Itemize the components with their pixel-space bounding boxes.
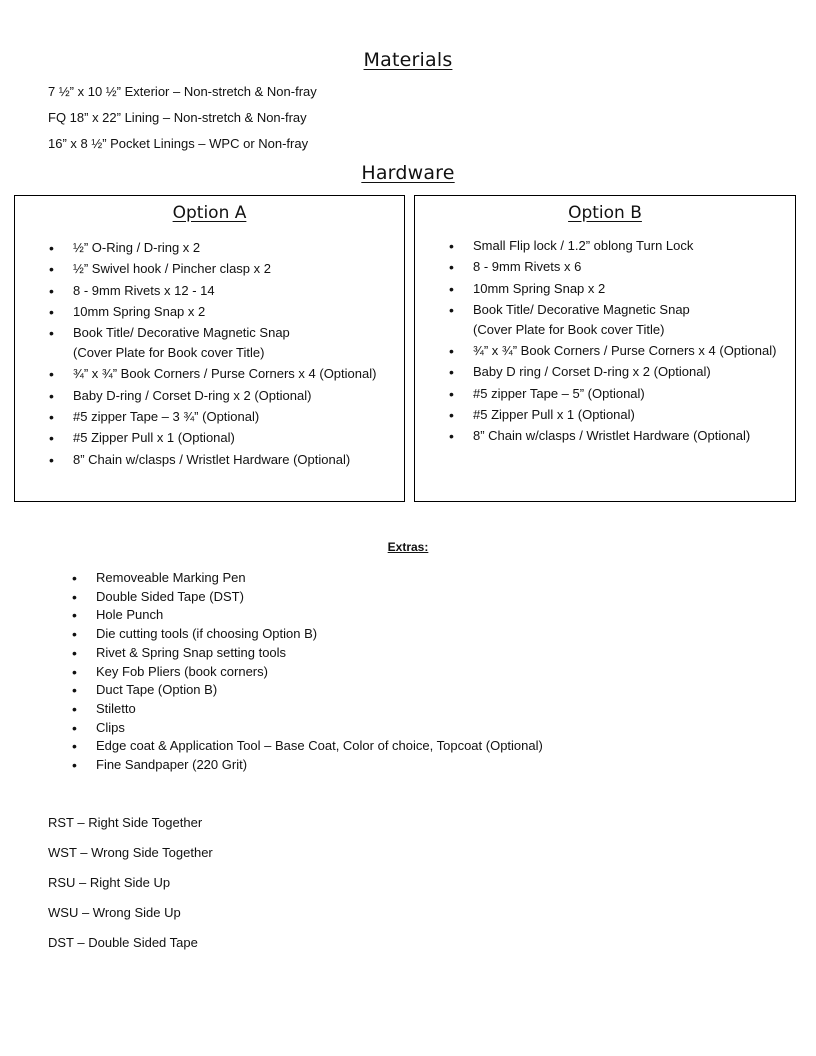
list-item: • Small Flip lock / 1.2” oblong Turn Lock [449,236,776,256]
materials-line: 16” x 8 ½” Pocket Linings – WPC or Non-fray [48,136,309,151]
list-item: • 10mm Spring Snap x 2 [449,279,776,299]
abbreviation-line: WST – Wrong Side Together [48,845,213,860]
list-item: • Key Fob Pliers (book corners) [72,663,543,682]
list-item: • 8” Chain w/clasps / Wristlet Hardware (Optional) [49,450,376,470]
list-item-subtext: (Cover Plate for Book cover Title) [473,321,665,337]
option-a-list [49,238,376,471]
option-a-box [14,195,405,502]
list-item: • Baby D-ring / Corset D-ring x 2 (Optional) [49,386,376,406]
list-item: • Hole Punch [72,606,543,625]
list-item: • #5 zipper Tape – 3 ¾” (Optional) [49,407,376,427]
materials-line: 7 ½” x 10 ½” Exterior – Non-stretch & Non-fray [48,84,317,99]
list-item: • Stiletto [72,700,543,719]
list-item: • Fine Sandpaper (220 Grit) [72,756,543,775]
list-item: • #5 zipper Tape – 5” (Optional) [449,384,776,404]
option-b-box [414,195,796,502]
list-item: • #5 Zipper Pull x 1 (Optional) [449,405,776,425]
option-b-list [449,236,776,448]
list-item: • ½” Swivel hook / Pincher clasp x 2 [49,259,376,279]
list-item: • ¾” x ¾” Book Corners / Purse Corners x 4 (Optional) [49,364,376,384]
list-item: • Book Title/ Decorative Magnetic Snap (Cover Plate for Book cover Title) [49,323,376,363]
list-item: • 8 - 9mm Rivets x 6 [449,257,776,277]
option-a-title: Option A [172,203,247,223]
list-item: • 10mm Spring Snap x 2 [49,302,376,322]
option-b-title: Option B [568,203,642,223]
list-item: • 8 - 9mm Rivets x 12 - 14 [49,281,376,301]
abbreviation-line: DST – Double Sided Tape [48,935,198,950]
list-item: • Clips [72,719,543,738]
list-item-subtext: (Cover Plate for Book cover Title) [73,345,265,361]
list-item: • ¾” x ¾” Book Corners / Purse Corners x 4 (Optional) [449,341,776,361]
materials-line: FQ 18” x 22” Lining – Non-stretch & Non-fray [48,110,307,125]
extras-heading: Extras: [387,540,429,554]
extras-list [72,569,543,775]
abbreviation-line: RST – Right Side Together [48,815,203,830]
list-item: • Double Sided Tape (DST) [72,588,543,607]
list-item: • Rivet & Spring Snap setting tools [72,644,543,663]
materials-heading: Materials [363,49,453,71]
list-item: • #5 Zipper Pull x 1 (Optional) [49,428,376,448]
list-item: • Duct Tape (Option B) [72,681,543,700]
list-item: • Baby D ring / Corset D-ring x 2 (Optional) [449,362,776,382]
list-item: • Die cutting tools (if choosing Option B) [72,625,543,644]
abbreviation-line: RSU – Right Side Up [48,875,171,890]
abbreviation-line: WSU – Wrong Side Up [48,905,181,920]
list-item: • ½” O-Ring / D-ring x 2 [49,238,376,258]
hardware-heading: Hardware [361,162,455,184]
list-item: • Book Title/ Decorative Magnetic Snap (Cover Plate for Book cover Title) [449,300,776,340]
list-item: • Removeable Marking Pen [72,569,543,588]
list-item: • Edge coat & Application Tool – Base Coat, Color of choice, Topcoat (Optional) [72,737,543,756]
list-item: • 8” Chain w/clasps / Wristlet Hardware (Optional) [449,426,776,446]
